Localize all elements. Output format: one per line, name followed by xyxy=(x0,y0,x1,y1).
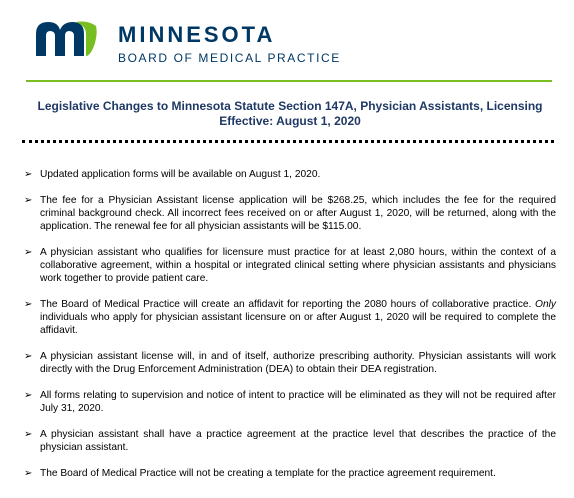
board-logo xyxy=(36,14,356,64)
list-item xyxy=(24,467,556,480)
list-item-text: The fee for a Physician Assistant license application will be $268.25, which includes the fee for the required criminal background check. All incorrect fees received on or after August 1, 2020, will be returned, along with the application. The renewal fee for all physician assistants will be $115.00. xyxy=(40,195,556,232)
list-item-text: A physician assistant who qualifies for licensure must practice for at least 2,080 hours, within the context of a collaborative agreement, within a hospital or integrated clinical setting where physician assistants and physicians work together to provide patient care. xyxy=(40,247,556,284)
list-item-text: A physician assistant license will, in and of itself, authorize prescribing authority. Physician assistants will work directly with the Drug Enforcement Administration (DEA) to obtain their DEA registration. xyxy=(40,351,556,375)
logo-board-name: BOARD OF MEDICAL PRACTICE xyxy=(118,51,341,65)
list-item-text: The Board of Medical Practice will not be creating a template for the practice agreement requirement. xyxy=(40,468,496,479)
list-item-text: Updated application forms will be available on August 1, 2020. xyxy=(40,169,321,180)
list-item-text-post: individuals who apply for physician assistant licensure on or after August 1, 2020 will be required to complete the affidavit. xyxy=(40,312,556,336)
minnesota-m-logo-icon xyxy=(36,20,98,56)
list-item-text: All forms relating to supervision and notice of intent to practice will be eliminated as they will not be required after July 31, 2020. xyxy=(40,390,556,414)
arrow-bullet-icon: ➢ xyxy=(24,195,33,206)
document-title-line-1: Legislative Changes to Minnesota Statute Section 147A, Physician Assistants, Licensing xyxy=(37,99,543,113)
bullet-list xyxy=(24,168,556,493)
document-title-line-2: Effective: August 1, 2020 xyxy=(219,114,361,128)
arrow-bullet-icon: ➢ xyxy=(24,468,33,479)
list-item xyxy=(24,168,556,181)
list-item xyxy=(24,246,556,285)
arrow-bullet-icon: ➢ xyxy=(24,351,33,362)
list-item-text: A physician assistant shall have a practice agreement at the practice level that describes the practice of the physician assistant. xyxy=(40,429,556,453)
arrow-bullet-icon: ➢ xyxy=(24,169,33,180)
header-divider xyxy=(26,80,552,82)
list-item-text xyxy=(40,298,556,337)
list-item xyxy=(24,194,556,233)
logo-state-name: MINNESOTA xyxy=(118,22,276,47)
arrow-bullet-icon: ➢ xyxy=(24,429,33,440)
arrow-bullet-icon: ➢ xyxy=(24,247,33,258)
arrow-bullet-icon: ➢ xyxy=(24,390,33,401)
dotted-divider xyxy=(22,140,554,143)
list-item xyxy=(24,428,556,454)
document-title xyxy=(30,99,550,129)
arrow-bullet-icon: ➢ xyxy=(24,299,33,310)
list-item-text-pre: The Board of Medical Practice will create an affidavit for reporting the 2080 hours of collaborative practice. xyxy=(40,299,536,310)
list-item xyxy=(24,389,556,415)
list-item xyxy=(24,350,556,376)
list-item xyxy=(24,298,556,337)
list-item-text-emphasis: Only xyxy=(535,299,556,310)
